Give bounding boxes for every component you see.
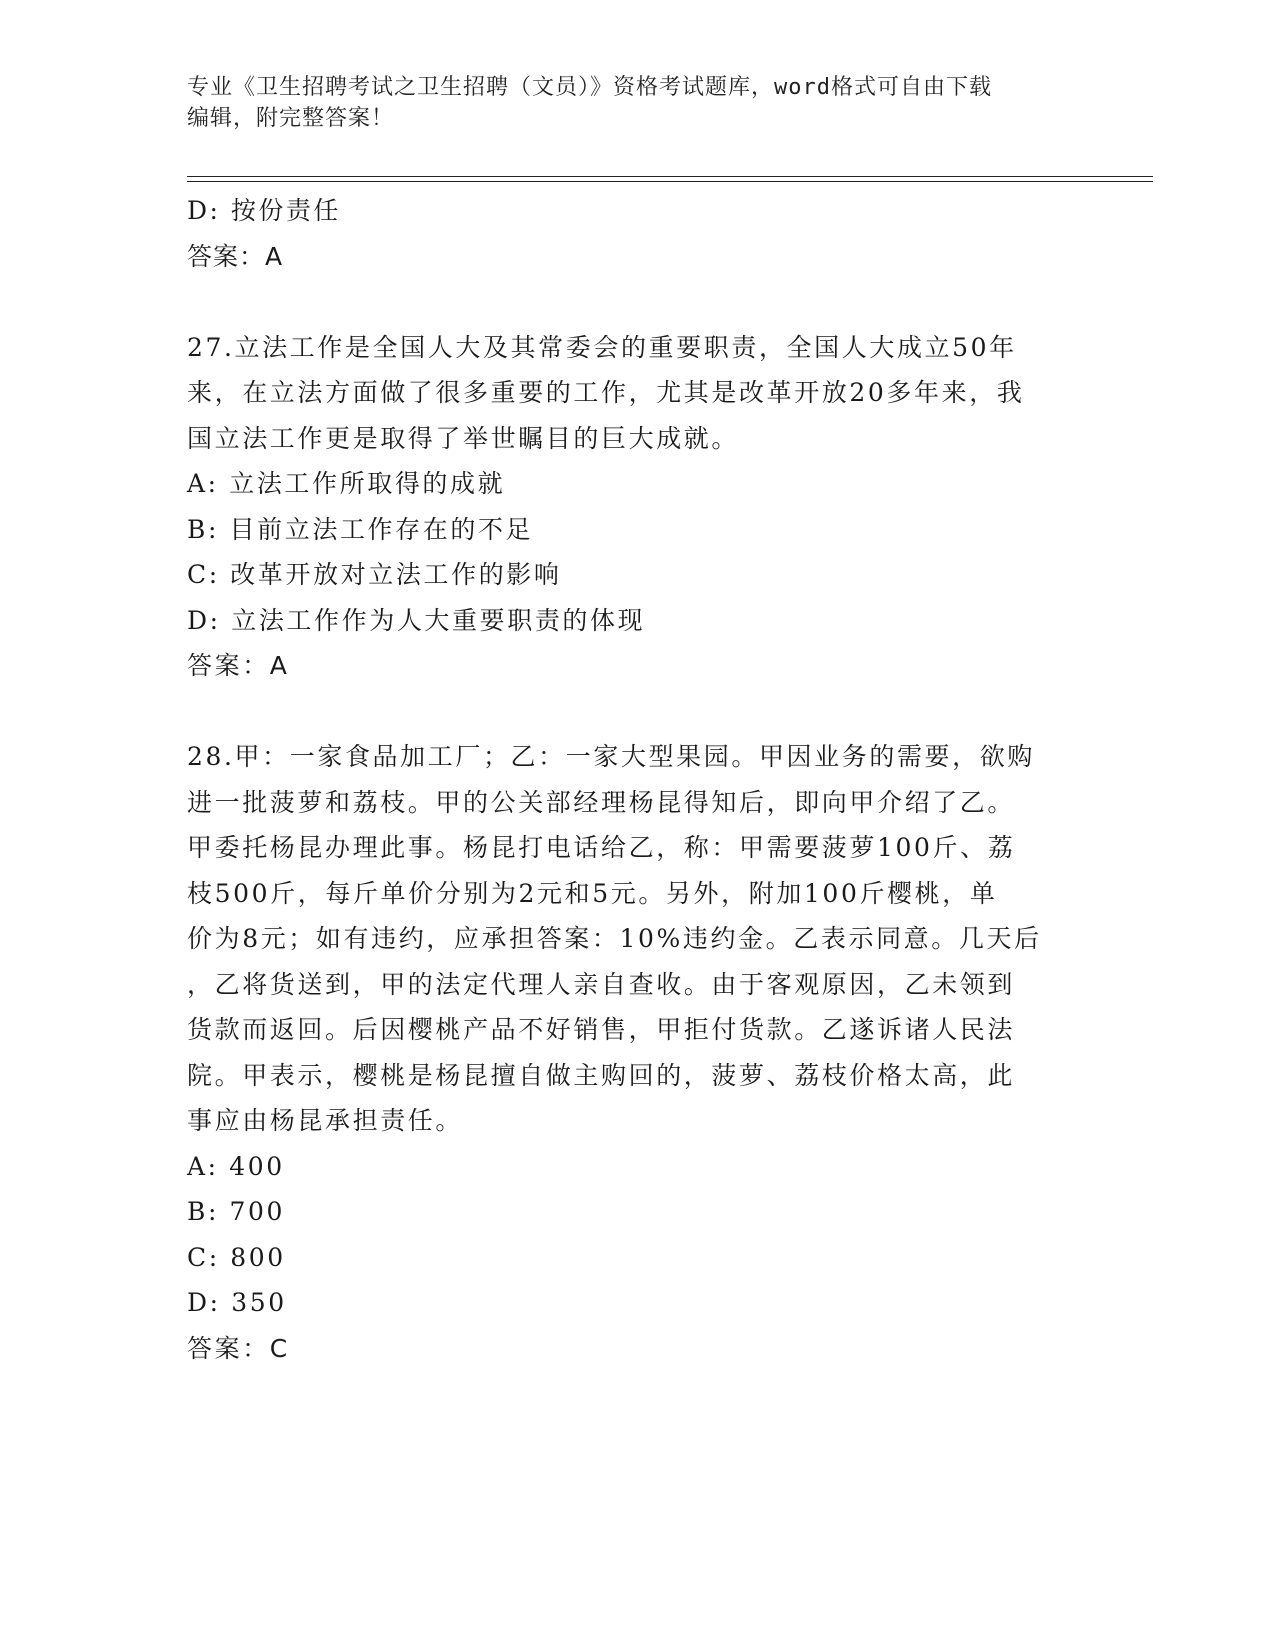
question-text-line: ，乙将货送到，甲的法定代理人亲自查收。由于客观原因，乙未领到	[187, 969, 1016, 999]
option-d: D: 按份责任	[187, 196, 341, 225]
header-rule-top	[187, 176, 1153, 177]
option-c: C: 改革开放对立法工作的影响	[187, 560, 562, 589]
answer-line: 答案：A	[187, 241, 284, 271]
previous-question-tail	[187, 188, 1077, 280]
header-line-1: 专业《卫生招聘考试之卫生招聘（文员）》资格考试题库，word格式可自由下载	[187, 75, 992, 100]
option-b: B: 目前立法工作存在的不足	[187, 514, 534, 544]
question-text-line: 进一批菠萝和荔枝。甲的公关部经理杨昆得知后，即向甲介绍了乙。	[187, 787, 1016, 817]
spacer	[187, 689, 1077, 734]
question-text-line: 枝500斤，每斤单价分别为2元和5元。另外，附加100斤樱桃，单	[187, 878, 998, 908]
option-a: A: 400	[187, 1151, 285, 1181]
answer-line: 答案：C	[187, 1333, 290, 1363]
option-d: D: 350	[187, 1288, 287, 1317]
header-line-2: 编辑，附完整答案！	[187, 106, 395, 131]
question-text-line: 货款而返回。后因樱桃产品不好销售，甲拒付货款。乙遂诉诸人民法	[187, 1015, 1016, 1044]
header-rule-bottom	[187, 181, 1153, 182]
question-text-line: 事应由杨昆承担责任。	[187, 1106, 464, 1135]
spacer	[187, 280, 1077, 325]
question-text-line: 来，在立法方面做了很多重要的工作，尤其是改革开放20多年来，我	[187, 378, 1025, 407]
question-28	[187, 734, 1077, 1372]
question-text-line: 27.立法工作是全国人大及其常委会的重要职责，全国人大成立50年	[187, 332, 1017, 362]
document-header	[187, 72, 1067, 134]
question-text-line: 国立法工作更是取得了举世瞩目的巨大成就。	[187, 423, 740, 453]
question-text-line: 28.甲：一家食品加工厂；乙：一家大型果园。甲因业务的需要，欲购	[187, 742, 1035, 771]
option-c: C: 800	[187, 1242, 286, 1272]
option-b: B: 700	[187, 1197, 286, 1226]
document-body	[187, 188, 1077, 1372]
answer-line: 答案：A	[187, 651, 290, 680]
question-text-line: 甲委托杨昆办理此事。杨昆打电话给乙，称：甲需要菠萝100斤、荔	[187, 833, 1016, 862]
option-d: D: 立法工作作为人大重要职责的体现	[187, 605, 646, 635]
question-27	[187, 325, 1077, 690]
option-a: A: 立法工作所取得的成就	[187, 469, 506, 498]
question-text-line: 院。甲表示，樱桃是杨昆擅自做主购回的，菠萝、荔枝价格太高，此	[187, 1060, 1016, 1090]
question-text-line: 价为8元；如有违约，应承担答案：10%违约金。乙表示同意。几天后	[187, 924, 1042, 953]
